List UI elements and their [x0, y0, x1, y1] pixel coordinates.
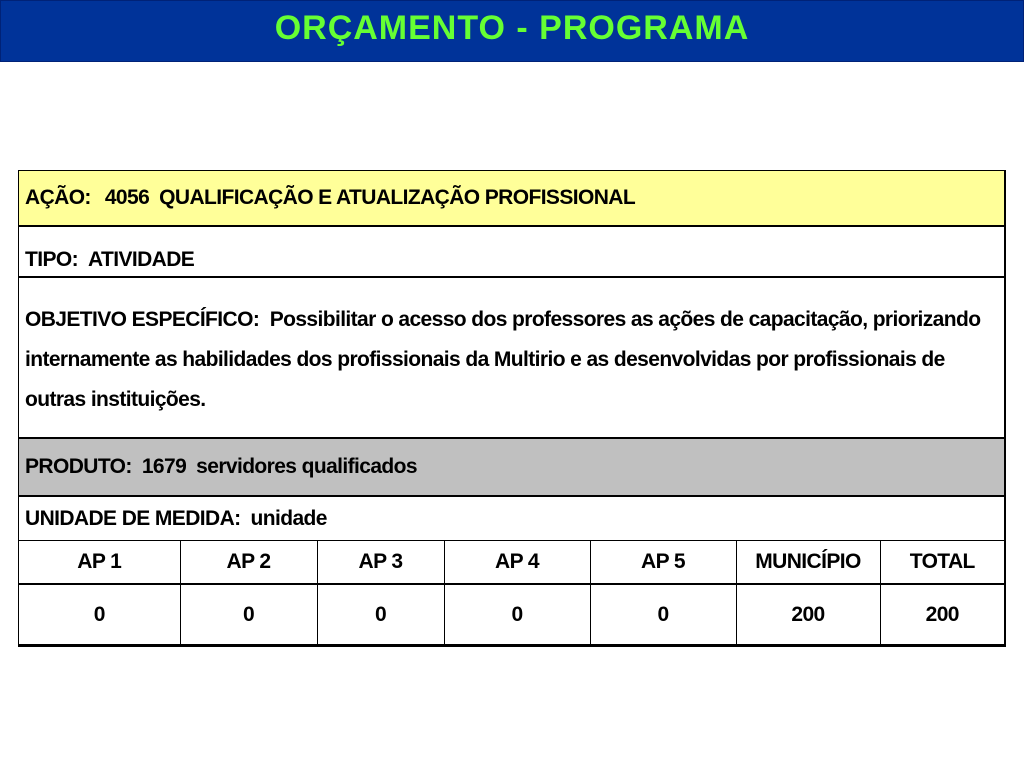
- produto-row: [19, 439, 1004, 497]
- ap-distribution-table: [19, 541, 1004, 644]
- value-ap-3: 0: [317, 584, 444, 644]
- unidade-label: UNIDADE DE MEDIDA:: [25, 506, 241, 530]
- produto-quantity: 1679: [141, 455, 187, 478]
- tipo-row: [19, 227, 1004, 278]
- page-title: ORÇAMENTO - PROGRAMA: [274, 8, 750, 47]
- budget-sheet: [18, 170, 1006, 647]
- header-total: TOTAL: [880, 541, 1004, 584]
- tipo-value: ATIVIDADE: [88, 248, 195, 271]
- value-ap-2: 0: [180, 584, 317, 644]
- acao-code: 4056: [104, 186, 150, 209]
- acao-label: AÇÃO:: [25, 186, 91, 209]
- value-municipio: 200: [736, 584, 880, 644]
- header-ap-3: AP 3: [317, 541, 444, 584]
- objetivo-label: OBJETIVO ESPECÍFICO:: [25, 308, 260, 331]
- table-header-row: [19, 541, 1004, 584]
- title-bar: [0, 0, 1024, 62]
- objetivo-row: [19, 278, 1004, 439]
- acao-row: [19, 171, 1004, 227]
- produto-label: PRODUTO:: [25, 455, 132, 478]
- acao-name: QUALIFICAÇÃO E ATUALIZAÇÃO PROFISSIONAL: [159, 186, 636, 209]
- value-total: 200: [880, 584, 1004, 644]
- header-ap-1: AP 1: [19, 541, 180, 584]
- unidade-row: [19, 497, 1004, 541]
- tipo-label: TIPO:: [25, 248, 78, 271]
- produto-description: servidores qualificados: [196, 455, 417, 478]
- header-municipio: MUNICÍPIO: [736, 541, 880, 584]
- value-ap-5: 0: [590, 584, 736, 644]
- header-ap-4: AP 4: [444, 541, 590, 584]
- value-ap-4: 0: [444, 584, 590, 644]
- unidade-value: unidade: [250, 506, 327, 530]
- objetivo-text: Possibilitar o acesso dos professores as ações de capacitação, priorizando internamente as habilidades dos profissionais da Multirio e as desenvolvidas por profissionais de outras instituições.: [25, 308, 981, 411]
- header-ap-5: AP 5: [590, 541, 736, 584]
- table-row: [19, 584, 1004, 644]
- value-ap-1: 0: [19, 584, 180, 644]
- header-ap-2: AP 2: [180, 541, 317, 584]
